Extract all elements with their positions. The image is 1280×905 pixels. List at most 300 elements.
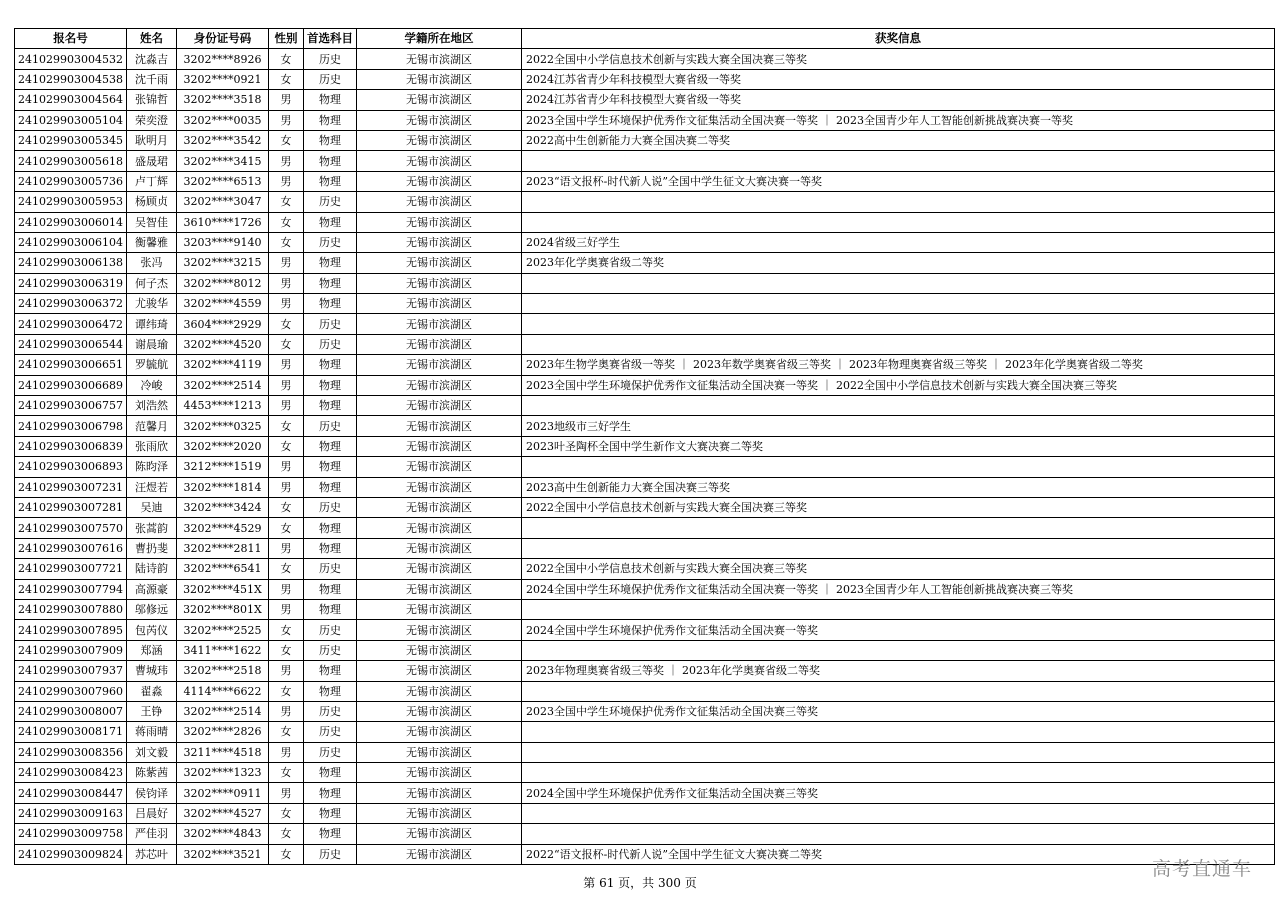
table-row xyxy=(15,599,1275,619)
name-cell: 严佳羽 xyxy=(126,824,176,844)
col-header-region: 学籍所在地区 xyxy=(356,29,521,49)
id-number-cell: 3202****2811 xyxy=(176,538,268,558)
reg-no-cell: 241029903007231 xyxy=(15,477,127,497)
reg-no-cell: 241029903006014 xyxy=(15,212,127,232)
subject-cell: 历史 xyxy=(303,334,356,354)
name-cell: 荣奕澄 xyxy=(126,110,176,130)
subject-cell: 历史 xyxy=(303,49,356,69)
awards-cell: 2024江苏省青少年科技模型大赛省级一等奖 xyxy=(521,90,1274,110)
name-cell: 谭纬琦 xyxy=(126,314,176,334)
id-number-cell: 3202****4119 xyxy=(176,355,268,375)
id-number-cell: 3202****3415 xyxy=(176,151,268,171)
gender-cell: 女 xyxy=(268,416,303,436)
subject-cell: 历史 xyxy=(303,69,356,89)
table-row xyxy=(15,69,1275,89)
subject-cell: 历史 xyxy=(303,640,356,660)
awards-cell: 2022全国中小学信息技术创新与实践大赛全国决赛三等奖 xyxy=(521,497,1274,517)
awards-cell xyxy=(521,334,1274,354)
subject-cell: 历史 xyxy=(303,742,356,762)
id-number-cell: 3202****0911 xyxy=(176,783,268,803)
table-row xyxy=(15,416,1275,436)
id-number-cell: 3202****0325 xyxy=(176,416,268,436)
reg-no-cell: 241029903004532 xyxy=(15,49,127,69)
gender-cell: 男 xyxy=(268,171,303,191)
gender-cell: 男 xyxy=(268,742,303,762)
region-cell: 无锡市滨湖区 xyxy=(356,334,521,354)
gender-cell: 女 xyxy=(268,314,303,334)
table-row xyxy=(15,518,1275,538)
gender-cell: 男 xyxy=(268,538,303,558)
table-row xyxy=(15,212,1275,232)
col-header-id-number: 身份证号码 xyxy=(176,29,268,49)
id-number-cell: 3202****6513 xyxy=(176,171,268,191)
id-number-cell: 3202****4559 xyxy=(176,294,268,314)
region-cell: 无锡市滨湖区 xyxy=(356,763,521,783)
region-cell: 无锡市滨湖区 xyxy=(356,559,521,579)
reg-no-cell: 241029903006104 xyxy=(15,232,127,252)
awards-cell: 2022“语文报杯-时代新人说”全国中学生征文大赛决赛二等奖 xyxy=(521,844,1274,864)
gender-cell: 女 xyxy=(268,763,303,783)
reg-no-cell: 241029903008447 xyxy=(15,783,127,803)
gender-cell: 男 xyxy=(268,477,303,497)
id-number-cell: 3202****4520 xyxy=(176,334,268,354)
region-cell: 无锡市滨湖区 xyxy=(356,844,521,864)
table-row xyxy=(15,681,1275,701)
gender-cell: 女 xyxy=(268,232,303,252)
table-row xyxy=(15,90,1275,110)
awards-cell xyxy=(521,538,1274,558)
gender-cell: 男 xyxy=(268,355,303,375)
name-cell: 张雨欣 xyxy=(126,436,176,456)
reg-no-cell: 241029903007880 xyxy=(15,599,127,619)
awards-cell: 2023“语文报杯-时代新人说”全国中学生征文大赛决赛一等奖 xyxy=(521,171,1274,191)
name-cell: 吴智佳 xyxy=(126,212,176,232)
reg-no-cell: 241029903007794 xyxy=(15,579,127,599)
id-number-cell: 3202****4527 xyxy=(176,803,268,823)
gender-cell: 男 xyxy=(268,90,303,110)
gender-cell: 男 xyxy=(268,110,303,130)
subject-cell: 历史 xyxy=(303,232,356,252)
awards-cell xyxy=(521,722,1274,742)
gender-cell: 男 xyxy=(268,151,303,171)
name-cell: 蒋雨晴 xyxy=(126,722,176,742)
id-number-cell: 3202****4843 xyxy=(176,824,268,844)
subject-cell: 历史 xyxy=(303,722,356,742)
region-cell: 无锡市滨湖区 xyxy=(356,824,521,844)
reg-no-cell: 241029903008423 xyxy=(15,763,127,783)
region-cell: 无锡市滨湖区 xyxy=(356,49,521,69)
gender-cell: 女 xyxy=(268,49,303,69)
name-cell: 郑涵 xyxy=(126,640,176,660)
gender-cell: 男 xyxy=(268,579,303,599)
region-cell: 无锡市滨湖区 xyxy=(356,681,521,701)
reg-no-cell: 241029903008007 xyxy=(15,701,127,721)
gender-cell: 男 xyxy=(268,273,303,293)
awards-cell: 2023高中生创新能力大赛全国决赛三等奖 xyxy=(521,477,1274,497)
gender-cell: 男 xyxy=(268,396,303,416)
table-row xyxy=(15,334,1275,354)
gender-cell: 女 xyxy=(268,69,303,89)
name-cell: 张冯 xyxy=(126,253,176,273)
gender-cell: 女 xyxy=(268,620,303,640)
table-row xyxy=(15,273,1275,293)
reg-no-cell: 241029903006839 xyxy=(15,436,127,456)
subject-cell: 物理 xyxy=(303,579,356,599)
region-cell: 无锡市滨湖区 xyxy=(356,375,521,395)
table-row xyxy=(15,722,1275,742)
reg-no-cell: 241029903005345 xyxy=(15,130,127,150)
gender-cell: 男 xyxy=(268,457,303,477)
subject-cell: 物理 xyxy=(303,375,356,395)
name-cell: 高源豪 xyxy=(126,579,176,599)
subject-cell: 物理 xyxy=(303,518,356,538)
gender-cell: 女 xyxy=(268,436,303,456)
id-number-cell: 3411****1622 xyxy=(176,640,268,660)
region-cell: 无锡市滨湖区 xyxy=(356,232,521,252)
name-cell: 苏芯叶 xyxy=(126,844,176,864)
region-cell: 无锡市滨湖区 xyxy=(356,722,521,742)
id-number-cell: 3202****8926 xyxy=(176,49,268,69)
awards-cell: 2024全国中学生环境保护优秀作文征集活动全国决赛一等奖 xyxy=(521,620,1274,640)
table-row xyxy=(15,49,1275,69)
subject-cell: 物理 xyxy=(303,436,356,456)
subject-cell: 历史 xyxy=(303,844,356,864)
subject-cell: 物理 xyxy=(303,171,356,191)
reg-no-cell: 241029903007960 xyxy=(15,681,127,701)
table-row xyxy=(15,701,1275,721)
table-row xyxy=(15,803,1275,823)
table-row xyxy=(15,640,1275,660)
col-header-reg-no: 报名号 xyxy=(15,29,127,49)
subject-cell: 物理 xyxy=(303,355,356,375)
reg-no-cell: 241029903005953 xyxy=(15,192,127,212)
subject-cell: 历史 xyxy=(303,701,356,721)
id-number-cell: 3202****2514 xyxy=(176,375,268,395)
name-cell: 翟淼 xyxy=(126,681,176,701)
region-cell: 无锡市滨湖区 xyxy=(356,803,521,823)
region-cell: 无锡市滨湖区 xyxy=(356,130,521,150)
name-cell: 尤骏华 xyxy=(126,294,176,314)
table-row xyxy=(15,130,1275,150)
name-cell: 刘浩然 xyxy=(126,396,176,416)
subject-cell: 物理 xyxy=(303,457,356,477)
gender-cell: 女 xyxy=(268,844,303,864)
gender-cell: 男 xyxy=(268,599,303,619)
table-row xyxy=(15,763,1275,783)
reg-no-cell: 241029903006372 xyxy=(15,294,127,314)
id-number-cell: 3202****4529 xyxy=(176,518,268,538)
reg-no-cell: 241029903005736 xyxy=(15,171,127,191)
table-row xyxy=(15,620,1275,640)
reg-no-cell: 241029903006757 xyxy=(15,396,127,416)
awards-cell xyxy=(521,273,1274,293)
gender-cell: 女 xyxy=(268,722,303,742)
subject-cell: 物理 xyxy=(303,396,356,416)
id-number-cell: 3202****801X xyxy=(176,599,268,619)
awards-cell: 2023年化学奥赛省级二等奖 xyxy=(521,253,1274,273)
gender-cell: 女 xyxy=(268,803,303,823)
region-cell: 无锡市滨湖区 xyxy=(356,192,521,212)
reg-no-cell: 241029903007909 xyxy=(15,640,127,660)
gender-cell: 男 xyxy=(268,661,303,681)
region-cell: 无锡市滨湖区 xyxy=(356,212,521,232)
gender-cell: 女 xyxy=(268,559,303,579)
table-row xyxy=(15,661,1275,681)
region-cell: 无锡市滨湖区 xyxy=(356,701,521,721)
reg-no-cell: 241029903007281 xyxy=(15,497,127,517)
awards-cell xyxy=(521,824,1274,844)
name-cell: 谢晨瑜 xyxy=(126,334,176,354)
region-cell: 无锡市滨湖区 xyxy=(356,497,521,517)
gender-cell: 男 xyxy=(268,294,303,314)
name-cell: 王铮 xyxy=(126,701,176,721)
id-number-cell: 3202****3521 xyxy=(176,844,268,864)
reg-no-cell: 241029903008171 xyxy=(15,722,127,742)
subject-cell: 物理 xyxy=(303,273,356,293)
watermark-text: 高考直通车 xyxy=(1151,858,1252,880)
subject-cell: 物理 xyxy=(303,212,356,232)
col-header-name: 姓名 xyxy=(126,29,176,49)
region-cell: 无锡市滨湖区 xyxy=(356,273,521,293)
name-cell: 衡馨雅 xyxy=(126,232,176,252)
name-cell: 包芮仪 xyxy=(126,620,176,640)
reg-no-cell: 241029903005618 xyxy=(15,151,127,171)
region-cell: 无锡市滨湖区 xyxy=(356,294,521,314)
awards-cell xyxy=(521,396,1274,416)
subject-cell: 物理 xyxy=(303,294,356,314)
awards-cell: 2023全国中学生环境保护优秀作文征集活动全国决赛一等奖 ｜ 2023全国青少年人工智能创新挑战赛决赛一等奖 xyxy=(521,110,1274,130)
region-cell: 无锡市滨湖区 xyxy=(356,518,521,538)
page-footer: 第 61 页，共 300 页 xyxy=(583,876,697,890)
name-cell: 耿明月 xyxy=(126,130,176,150)
reg-no-cell: 241029903006319 xyxy=(15,273,127,293)
reg-no-cell: 241029903009758 xyxy=(15,824,127,844)
gender-cell: 男 xyxy=(268,701,303,721)
awards-cell: 2023年物理奥赛省级三等奖 ｜ 2023年化学奥赛省级二等奖 xyxy=(521,661,1274,681)
region-cell: 无锡市滨湖区 xyxy=(356,477,521,497)
table-row xyxy=(15,171,1275,191)
subject-cell: 历史 xyxy=(303,314,356,334)
name-cell: 陆诗韵 xyxy=(126,559,176,579)
subject-cell: 物理 xyxy=(303,253,356,273)
table-row xyxy=(15,844,1275,864)
id-number-cell: 3202****3215 xyxy=(176,253,268,273)
table-row xyxy=(15,253,1275,273)
region-cell: 无锡市滨湖区 xyxy=(356,661,521,681)
region-cell: 无锡市滨湖区 xyxy=(356,579,521,599)
awards-cell xyxy=(521,294,1274,314)
name-cell: 陈昀泽 xyxy=(126,457,176,477)
awards-cell xyxy=(521,457,1274,477)
awards-cell: 2023年生物学奥赛省级一等奖 ｜ 2023年数学奥赛省级三等奖 ｜ 2023年物理奥赛省级三等奖 ｜ 2023年化学奥赛省级二等奖 xyxy=(521,355,1274,375)
awards-cell: 2022全国中小学信息技术创新与实践大赛全国决赛三等奖 xyxy=(521,49,1274,69)
name-cell: 何子杰 xyxy=(126,273,176,293)
gender-cell: 女 xyxy=(268,497,303,517)
name-cell: 张锦哲 xyxy=(126,90,176,110)
region-cell: 无锡市滨湖区 xyxy=(356,396,521,416)
gender-cell: 女 xyxy=(268,334,303,354)
gender-cell: 女 xyxy=(268,681,303,701)
awards-cell: 2022全国中小学信息技术创新与实践大赛全国决赛三等奖 xyxy=(521,559,1274,579)
awards-cell: 2023全国中学生环境保护优秀作文征集活动全国决赛一等奖 ｜ 2022全国中小学信息技术创新与实践大赛全国决赛三等奖 xyxy=(521,375,1274,395)
gender-cell: 女 xyxy=(268,640,303,660)
table-row xyxy=(15,355,1275,375)
region-cell: 无锡市滨湖区 xyxy=(356,110,521,130)
table-header-row xyxy=(15,29,1275,49)
region-cell: 无锡市滨湖区 xyxy=(356,69,521,89)
table-row xyxy=(15,396,1275,416)
table-row xyxy=(15,294,1275,314)
gender-cell: 男 xyxy=(268,375,303,395)
name-cell: 沈千雨 xyxy=(126,69,176,89)
region-cell: 无锡市滨湖区 xyxy=(356,783,521,803)
subject-cell: 物理 xyxy=(303,763,356,783)
id-number-cell: 3202****3424 xyxy=(176,497,268,517)
subject-cell: 历史 xyxy=(303,192,356,212)
region-cell: 无锡市滨湖区 xyxy=(356,314,521,334)
gender-cell: 女 xyxy=(268,192,303,212)
subject-cell: 物理 xyxy=(303,599,356,619)
table-row xyxy=(15,783,1275,803)
awards-cell xyxy=(521,192,1274,212)
id-number-cell: 4114****6622 xyxy=(176,681,268,701)
name-cell: 邬修远 xyxy=(126,599,176,619)
col-header-subject: 首选科目 xyxy=(303,29,356,49)
awards-cell xyxy=(521,742,1274,762)
table-body xyxy=(15,49,1275,865)
id-number-cell: 3202****0035 xyxy=(176,110,268,130)
id-number-cell: 3604****2929 xyxy=(176,314,268,334)
region-cell: 无锡市滨湖区 xyxy=(356,151,521,171)
name-cell: 刘文毅 xyxy=(126,742,176,762)
awards-cell xyxy=(521,803,1274,823)
gender-cell: 女 xyxy=(268,212,303,232)
id-number-cell: 3610****1726 xyxy=(176,212,268,232)
region-cell: 无锡市滨湖区 xyxy=(356,253,521,273)
name-cell: 罗毓航 xyxy=(126,355,176,375)
name-cell: 冷峻 xyxy=(126,375,176,395)
reg-no-cell: 241029903006689 xyxy=(15,375,127,395)
name-cell: 张蒿韵 xyxy=(126,518,176,538)
subject-cell: 物理 xyxy=(303,538,356,558)
id-number-cell: 3202****3518 xyxy=(176,90,268,110)
table-row xyxy=(15,314,1275,334)
id-number-cell: 3202****6541 xyxy=(176,559,268,579)
name-cell: 汪煜若 xyxy=(126,477,176,497)
name-cell: 曹扔斐 xyxy=(126,538,176,558)
id-number-cell: 3202****8012 xyxy=(176,273,268,293)
reg-no-cell: 241029903008356 xyxy=(15,742,127,762)
subject-cell: 物理 xyxy=(303,151,356,171)
awards-cell xyxy=(521,763,1274,783)
reg-no-cell: 241029903009163 xyxy=(15,803,127,823)
gender-cell: 女 xyxy=(268,518,303,538)
table-row xyxy=(15,192,1275,212)
reg-no-cell: 241029903006138 xyxy=(15,253,127,273)
awards-cell xyxy=(521,518,1274,538)
awards-cell: 2024全国中学生环境保护优秀作文征集活动全国决赛一等奖 ｜ 2023全国青少年人工智能创新挑战赛决赛三等奖 xyxy=(521,579,1274,599)
region-cell: 无锡市滨湖区 xyxy=(356,436,521,456)
id-number-cell: 3202****2514 xyxy=(176,701,268,721)
table-row xyxy=(15,375,1275,395)
admission-table xyxy=(14,28,1275,865)
awards-cell xyxy=(521,640,1274,660)
name-cell: 曹城玮 xyxy=(126,661,176,681)
table-row xyxy=(15,559,1275,579)
awards-cell xyxy=(521,681,1274,701)
reg-no-cell: 241029903007570 xyxy=(15,518,127,538)
region-cell: 无锡市滨湖区 xyxy=(356,90,521,110)
subject-cell: 物理 xyxy=(303,110,356,130)
name-cell: 杨顾贞 xyxy=(126,192,176,212)
subject-cell: 历史 xyxy=(303,620,356,640)
table-row xyxy=(15,457,1275,477)
name-cell: 卢丁辉 xyxy=(126,171,176,191)
awards-cell: 2024江苏省青少年科技模型大赛省级一等奖 xyxy=(521,69,1274,89)
gender-cell: 女 xyxy=(268,130,303,150)
awards-cell: 2023全国中学生环境保护优秀作文征集活动全国决赛三等奖 xyxy=(521,701,1274,721)
id-number-cell: 3212****1519 xyxy=(176,457,268,477)
name-cell: 范馨月 xyxy=(126,416,176,436)
id-number-cell: 3202****2020 xyxy=(176,436,268,456)
awards-cell xyxy=(521,151,1274,171)
id-number-cell: 3202****1323 xyxy=(176,763,268,783)
reg-no-cell: 241029903006544 xyxy=(15,334,127,354)
reg-no-cell: 241029903006798 xyxy=(15,416,127,436)
awards-cell: 2023叶圣陶杯全国中学生新作文大赛决赛二等奖 xyxy=(521,436,1274,456)
reg-no-cell: 241029903007721 xyxy=(15,559,127,579)
awards-cell: 2022高中生创新能力大赛全国决赛二等奖 xyxy=(521,130,1274,150)
region-cell: 无锡市滨湖区 xyxy=(356,620,521,640)
region-cell: 无锡市滨湖区 xyxy=(356,457,521,477)
id-number-cell: 3202****0921 xyxy=(176,69,268,89)
reg-no-cell: 241029903006651 xyxy=(15,355,127,375)
subject-cell: 物理 xyxy=(303,783,356,803)
subject-cell: 历史 xyxy=(303,497,356,517)
awards-cell: 2024全国中学生环境保护优秀作文征集活动全国决赛三等奖 xyxy=(521,783,1274,803)
awards-cell xyxy=(521,314,1274,334)
table-row xyxy=(15,110,1275,130)
id-number-cell: 3202****451X xyxy=(176,579,268,599)
subject-cell: 物理 xyxy=(303,90,356,110)
table-row xyxy=(15,151,1275,171)
table-row xyxy=(15,742,1275,762)
awards-cell xyxy=(521,599,1274,619)
reg-no-cell: 241029903007616 xyxy=(15,538,127,558)
id-number-cell: 3202****3047 xyxy=(176,192,268,212)
name-cell: 陈紫茜 xyxy=(126,763,176,783)
gender-cell: 男 xyxy=(268,783,303,803)
region-cell: 无锡市滨湖区 xyxy=(356,416,521,436)
reg-no-cell: 241029903004564 xyxy=(15,90,127,110)
region-cell: 无锡市滨湖区 xyxy=(356,640,521,660)
region-cell: 无锡市滨湖区 xyxy=(356,538,521,558)
table-row xyxy=(15,497,1275,517)
subject-cell: 物理 xyxy=(303,130,356,150)
name-cell: 吕晨好 xyxy=(126,803,176,823)
table-row xyxy=(15,579,1275,599)
awards-cell xyxy=(521,212,1274,232)
reg-no-cell: 241029903006472 xyxy=(15,314,127,334)
awards-cell: 2024省级三好学生 xyxy=(521,232,1274,252)
gender-cell: 男 xyxy=(268,253,303,273)
reg-no-cell: 241029903006893 xyxy=(15,457,127,477)
subject-cell: 物理 xyxy=(303,477,356,497)
table-row xyxy=(15,436,1275,456)
subject-cell: 历史 xyxy=(303,416,356,436)
region-cell: 无锡市滨湖区 xyxy=(356,599,521,619)
table-row xyxy=(15,538,1275,558)
